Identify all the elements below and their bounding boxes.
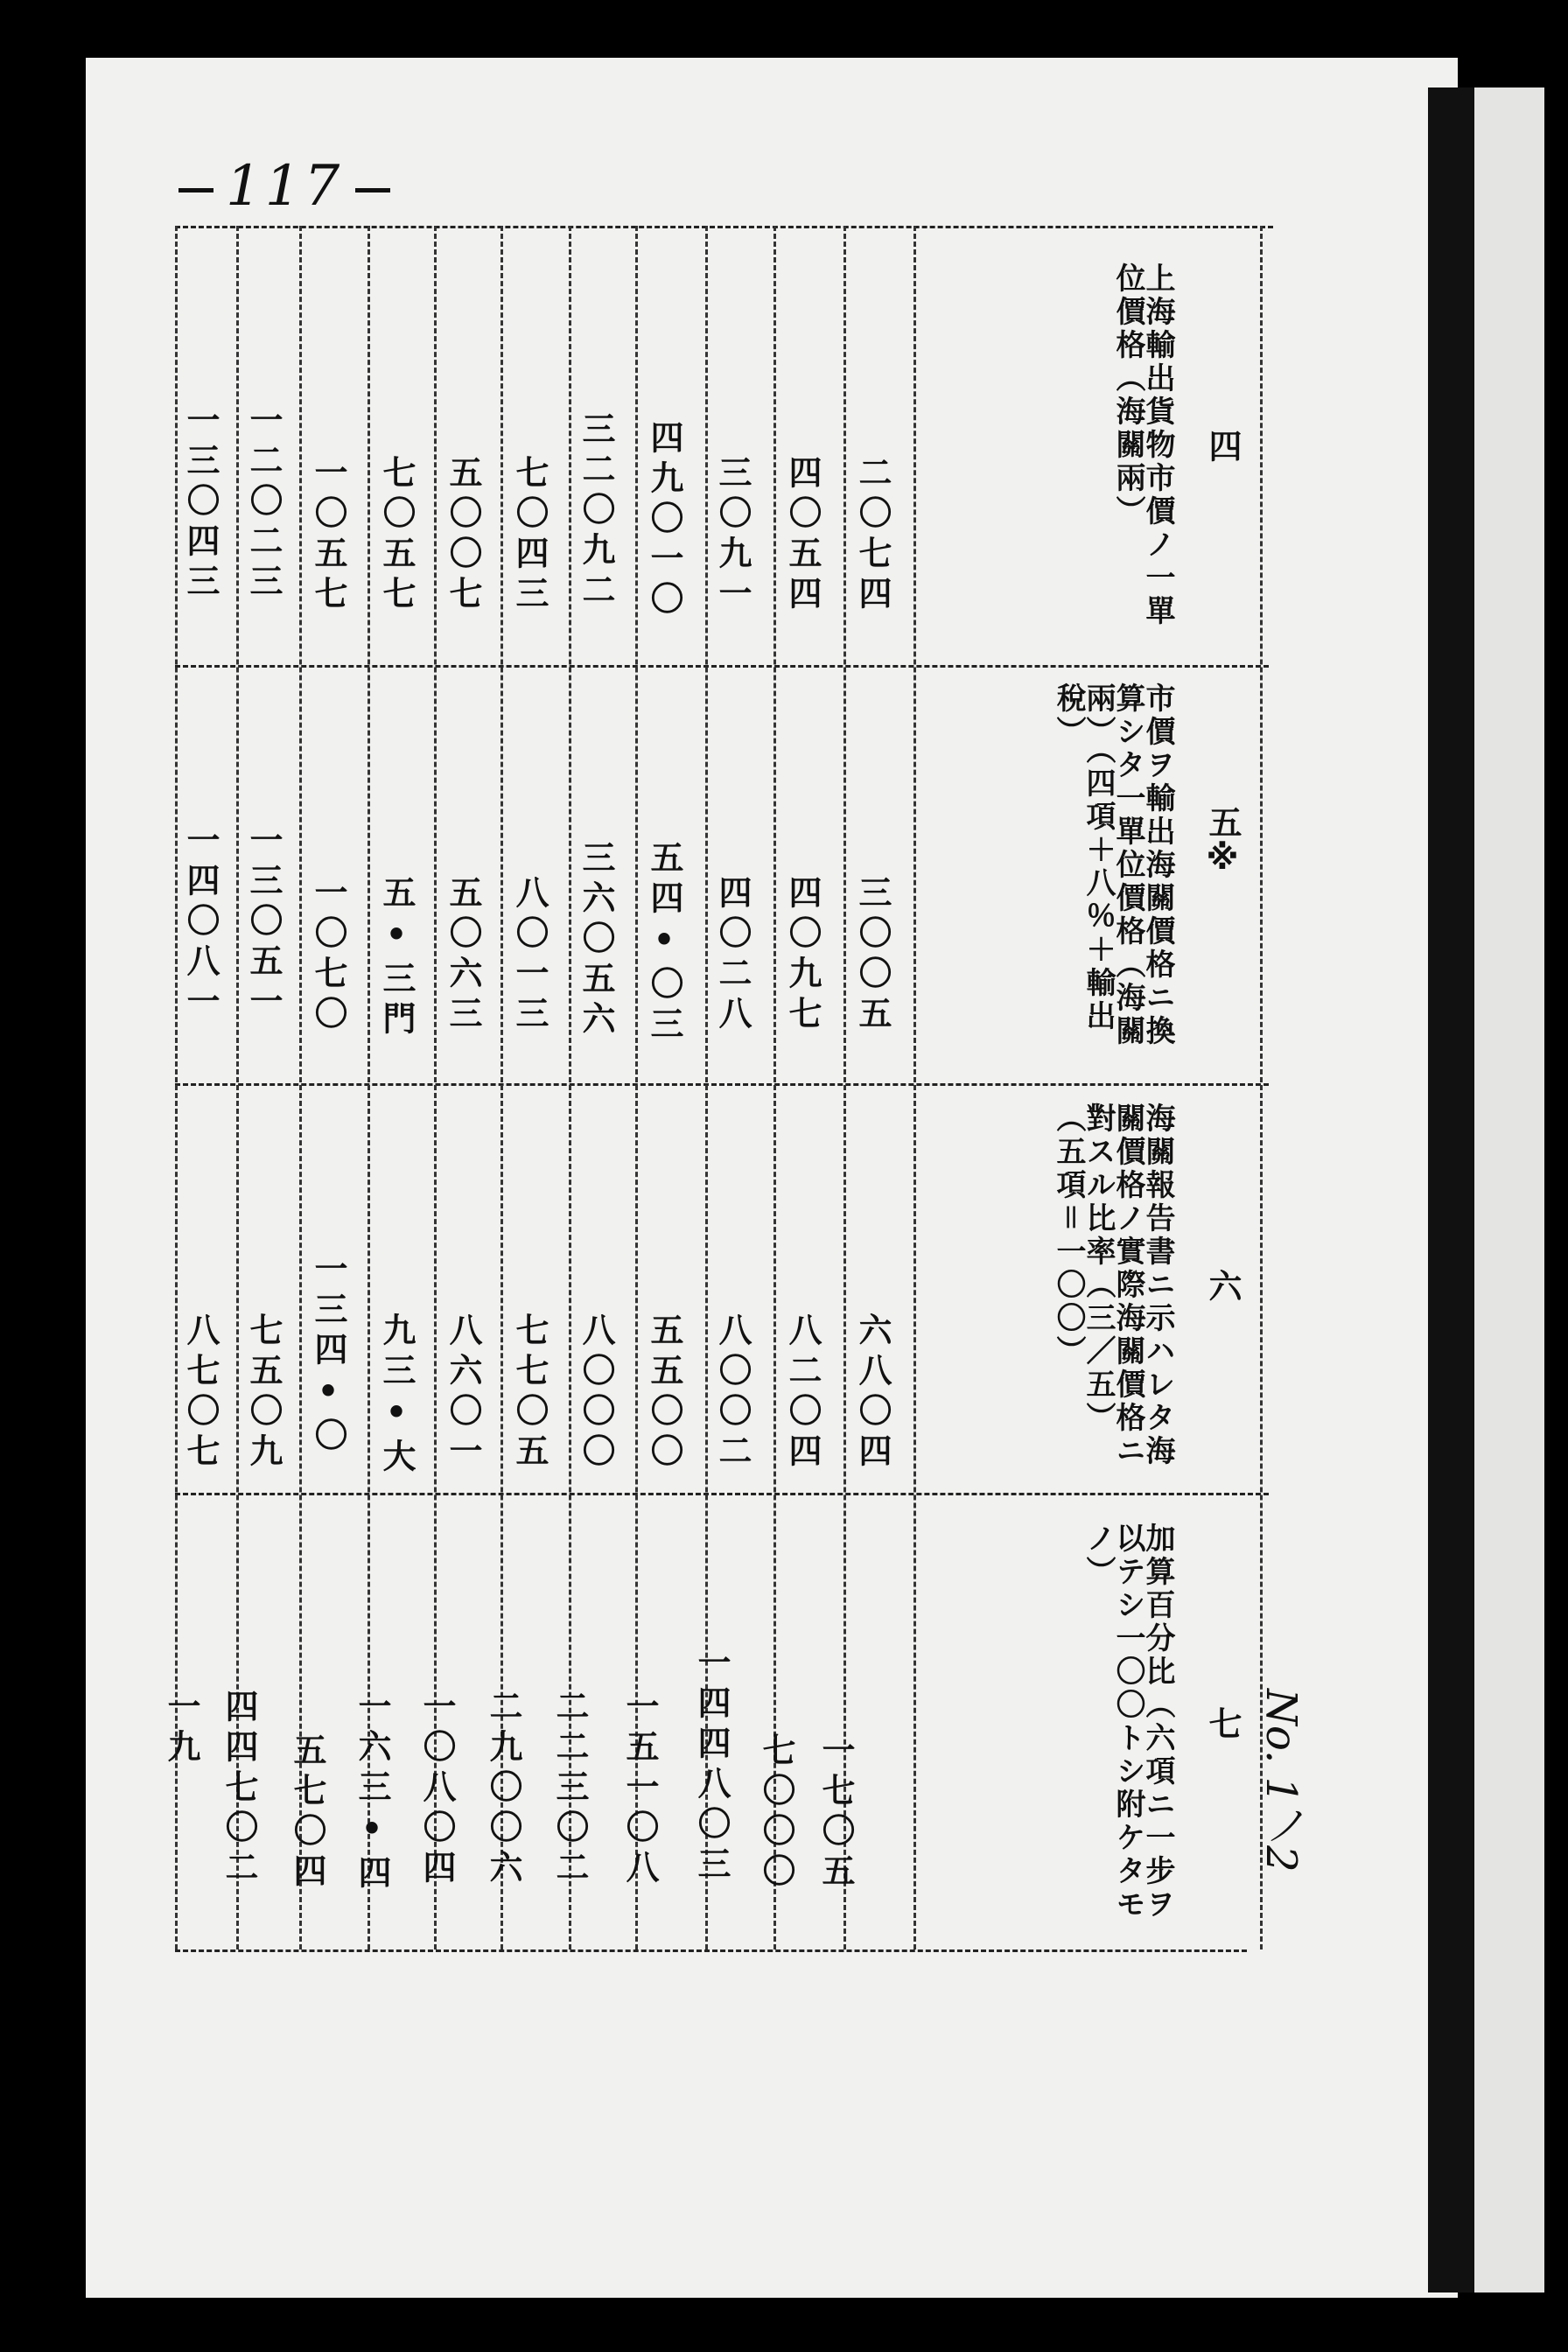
table-cell: 一四〇八一 (181, 822, 220, 1024)
table-cell: 四四七〇二 (220, 1689, 258, 1890)
band-divider-1 (175, 665, 1269, 668)
table-cell: 八〇〇二 (713, 1312, 752, 1474)
table-cell: 八七〇七 (181, 1312, 220, 1474)
table-cell: 一三四•〇 (309, 1251, 347, 1458)
table-cell: 五•三門 (377, 875, 416, 1041)
table-cell: 四〇二八 (713, 875, 752, 1036)
table-cell: 三六〇五六 (577, 840, 615, 1041)
table-cell: 二〇七四 (853, 455, 892, 616)
header-num-7: 七 (1203, 1706, 1242, 1740)
table-cell: 五五〇〇 (645, 1312, 683, 1474)
table-cell: 八〇〇〇 (577, 1312, 615, 1474)
column-rule (299, 226, 302, 1950)
table-cell: 四〇五四 (783, 455, 822, 616)
table-cell: 二九〇〇六 (484, 1689, 522, 1890)
table-cell: 六八〇四 (853, 1312, 892, 1474)
table-cell: 一三〇五一 (244, 822, 283, 1024)
header-num-4: 四 (1203, 429, 1242, 462)
table-cell: 七〇〇〇 (757, 1732, 795, 1894)
table-cell: 八六〇一 (444, 1312, 482, 1474)
column-rule (774, 226, 776, 1950)
page-number: 117 (166, 154, 402, 219)
band-divider-3 (175, 1493, 1269, 1495)
band-divider-2 (175, 1083, 1269, 1086)
table-bottom-rule (175, 1950, 1247, 1952)
header-text-5: 市價ヲ輸出海關價格ニ換算シタ一單位價格（海關兩）（四項＋八％＋輸出稅） (1051, 682, 1175, 1048)
document-page (86, 58, 1458, 2298)
table-cell: 一四四八〇三 (692, 1645, 731, 1886)
table-cell: 八二〇四 (783, 1312, 822, 1474)
table-cell: 四九〇一〇 (645, 420, 683, 621)
table-cell: 五七〇四 (288, 1732, 326, 1894)
table-cell: 一五一〇八 (620, 1689, 659, 1890)
table-cell: 八〇一三 (510, 875, 549, 1036)
table-cell: 一六三•四 (353, 1689, 391, 1895)
header-num-5: 五※ (1203, 805, 1242, 877)
table-cell: 一七〇五 (816, 1732, 855, 1894)
table-cell: 二二三〇二 (550, 1689, 589, 1890)
table-cell: 一九 (162, 1689, 200, 1769)
table-cell: 三二〇九二 (577, 411, 615, 612)
table-cell: 一三〇四三 (181, 402, 220, 604)
document-number: No. 1ノ2 (1256, 1689, 1306, 1872)
table-cell: 七〇四三 (510, 455, 549, 616)
table-cell: 三〇〇五 (853, 875, 892, 1036)
table-cell: 一〇八〇四 (417, 1689, 456, 1890)
table-cell: 九三•大 (377, 1312, 416, 1479)
table-cell: 七五〇九 (244, 1312, 283, 1474)
table-cell: 五四•〇三 (645, 840, 683, 1046)
header-text-4: 上海輸出貨物市價ノ一單位價格（海關兩） (1110, 262, 1175, 628)
table-cell: 一二〇二三 (244, 402, 283, 604)
table-cell: 七七〇五 (510, 1312, 549, 1474)
header-text-7: 加算百分比（六項ニ一步ヲ以テシ一〇〇トシ附ケタモノ） (1081, 1522, 1175, 1922)
column-rule (914, 226, 916, 1950)
table-top-rule (175, 226, 1273, 228)
table-cell: 三〇九一 (713, 455, 752, 616)
column-rule (844, 226, 846, 1950)
header-num-6: 六 (1203, 1269, 1242, 1302)
table-cell: 七〇五七 (377, 455, 416, 616)
table-cell: 五〇〇七 (444, 455, 482, 616)
table-cell: 五〇六三 (444, 875, 482, 1036)
table-cell: 四〇九七 (783, 875, 822, 1036)
table-cell: 一〇七〇 (309, 875, 347, 1036)
page-edge (1474, 88, 1544, 2292)
header-text-6: 海關報告書ニ示ハレタ海關價格ノ實際海關價格ニ對スル比率（三／五）（五項＝一〇〇） (1051, 1102, 1175, 1468)
table-cell: 一〇五七 (309, 455, 347, 616)
